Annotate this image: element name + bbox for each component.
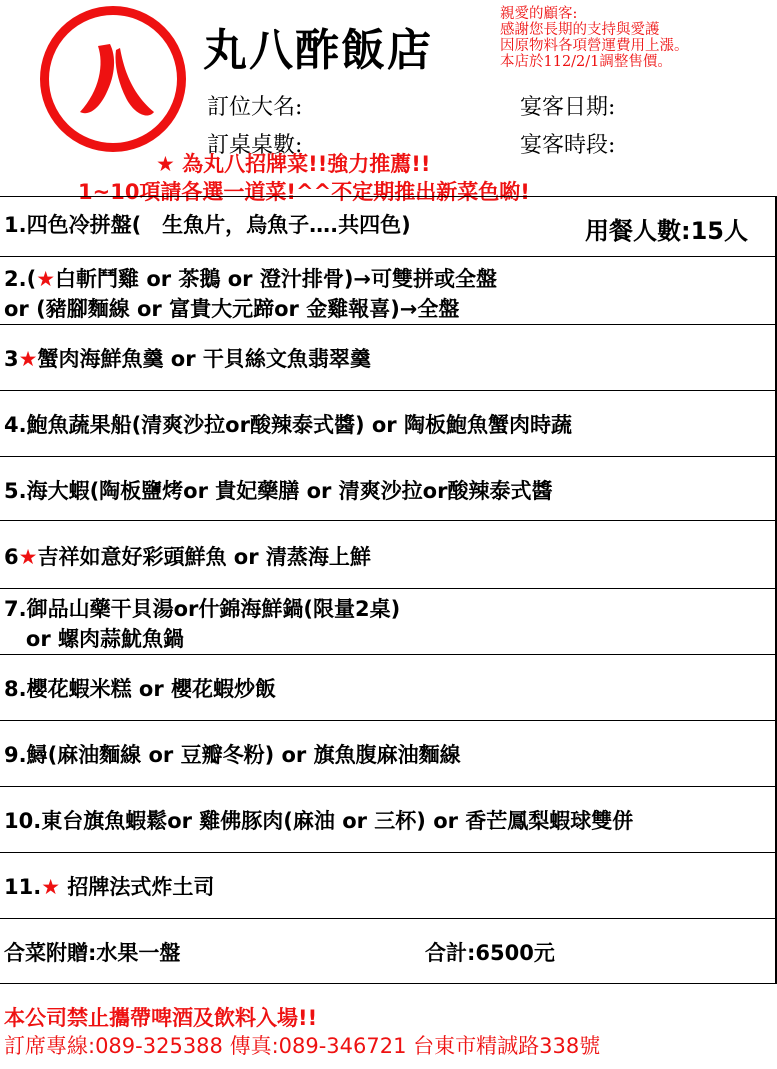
menu-row [0, 324, 775, 390]
star-icon: ★ [41, 875, 61, 899]
menu-row [0, 588, 775, 654]
menu-item-text: 11.★ 招牌法式炸土司 [4, 875, 215, 899]
menu-row [0, 720, 775, 786]
booker-name-label: 訂位大名: [207, 95, 303, 120]
guest-count: 用餐人數:15人 [585, 217, 748, 245]
contact-info: 訂席專線:089-325388 傳真:089-346721 台東市精誠路338號 [4, 1034, 601, 1058]
menu-row [0, 390, 775, 456]
star-icon: ★ [36, 267, 56, 291]
menu-item-text: 3★蟹肉海鮮魚羹 or 干貝絲文魚翡翠羹 [4, 347, 371, 371]
menu-row [0, 852, 775, 918]
promo-line-signature [156, 148, 430, 178]
total-price: 合計:6500元 [425, 941, 555, 965]
menu-row [0, 786, 775, 852]
banquet-date-label: 宴客日期: [520, 95, 616, 120]
banquet-time-label: 宴客時段: [520, 133, 616, 158]
notice-line: 本店於112/2/1調整售價。 [500, 54, 672, 70]
menu-row [0, 196, 775, 256]
gift-text: 合菜附贈:水果一盤 [4, 941, 181, 965]
notice-line: 因原物料各項營運費用上漲。 [500, 38, 689, 54]
menu-item-text: 2.(★白斬鬥雞 or 茶鵝 or 澄汁排骨)→可雙拼或全盤 [4, 267, 498, 291]
notice-line: 感謝您長期的支持與愛護 [500, 22, 660, 38]
star-icon: ★ [18, 347, 38, 371]
menu-item-text: 8.櫻花蝦米糕 or 櫻花蝦炒飯 [4, 677, 276, 701]
menu-row [0, 520, 775, 588]
no-alcohol-notice: 本公司禁止攜帶啤酒及飲料入場!! [4, 1006, 318, 1030]
menu-item-text: 10.東台旗魚蝦鬆or 雞佛豚肉(麻油 or 三杯) or 香芒鳳梨蝦球雙併 [4, 809, 634, 833]
star-icon: ★ [156, 152, 175, 176]
star-icon: ★ [18, 545, 38, 569]
menu-item-text: 7.御品山藥干貝湯or什錦海鮮鍋(限量2桌) [4, 597, 401, 621]
menu-item-text: 4.鮑魚蔬果船(清爽沙拉or酸辣泰式醬) or 陶板鮑魚蟹肉時蔬 [4, 413, 572, 437]
logo [40, 6, 186, 152]
logo-mark [58, 24, 168, 134]
menu-item-text: or 螺肉蒜魷魚鍋 [4, 627, 185, 651]
restaurant-title: 丸八酢飯店 [203, 25, 433, 76]
price-notice [500, 6, 777, 70]
promo-text: 為丸八招牌菜!!強力推薦!! [182, 152, 431, 176]
menu-item-text: or (豬腳麵線 or 富貴大元蹄or 金雞報喜)→全盤 [4, 297, 460, 321]
promo-line-select: 1~10項請各選一道菜!^^不定期推出新菜色喲! [78, 180, 530, 204]
menu-row [0, 456, 775, 520]
menu-row [0, 256, 775, 324]
table-count-label: 訂桌桌數: [207, 133, 303, 158]
summary-row [0, 918, 775, 984]
menu-item-text: 9.鱘(麻油麵線 or 豆瓣冬粉) or 旗魚腹麻油麵線 [4, 743, 461, 767]
menu-item-text: 6★吉祥如意好彩頭鮮魚 or 清蒸海上鮮 [4, 545, 371, 569]
menu-item-text: 1.四色冷拼盤( 生魚片，烏魚子….共四色) [4, 213, 411, 237]
logo-glyph [49, 15, 177, 143]
menu-row [0, 654, 775, 720]
notice-line: 親愛的顧客: [500, 6, 578, 22]
menu-item-text: 5.海大蝦(陶板鹽烤or 貴妃藥膳 or 清爽沙拉or酸辣泰式醬 [4, 479, 553, 503]
